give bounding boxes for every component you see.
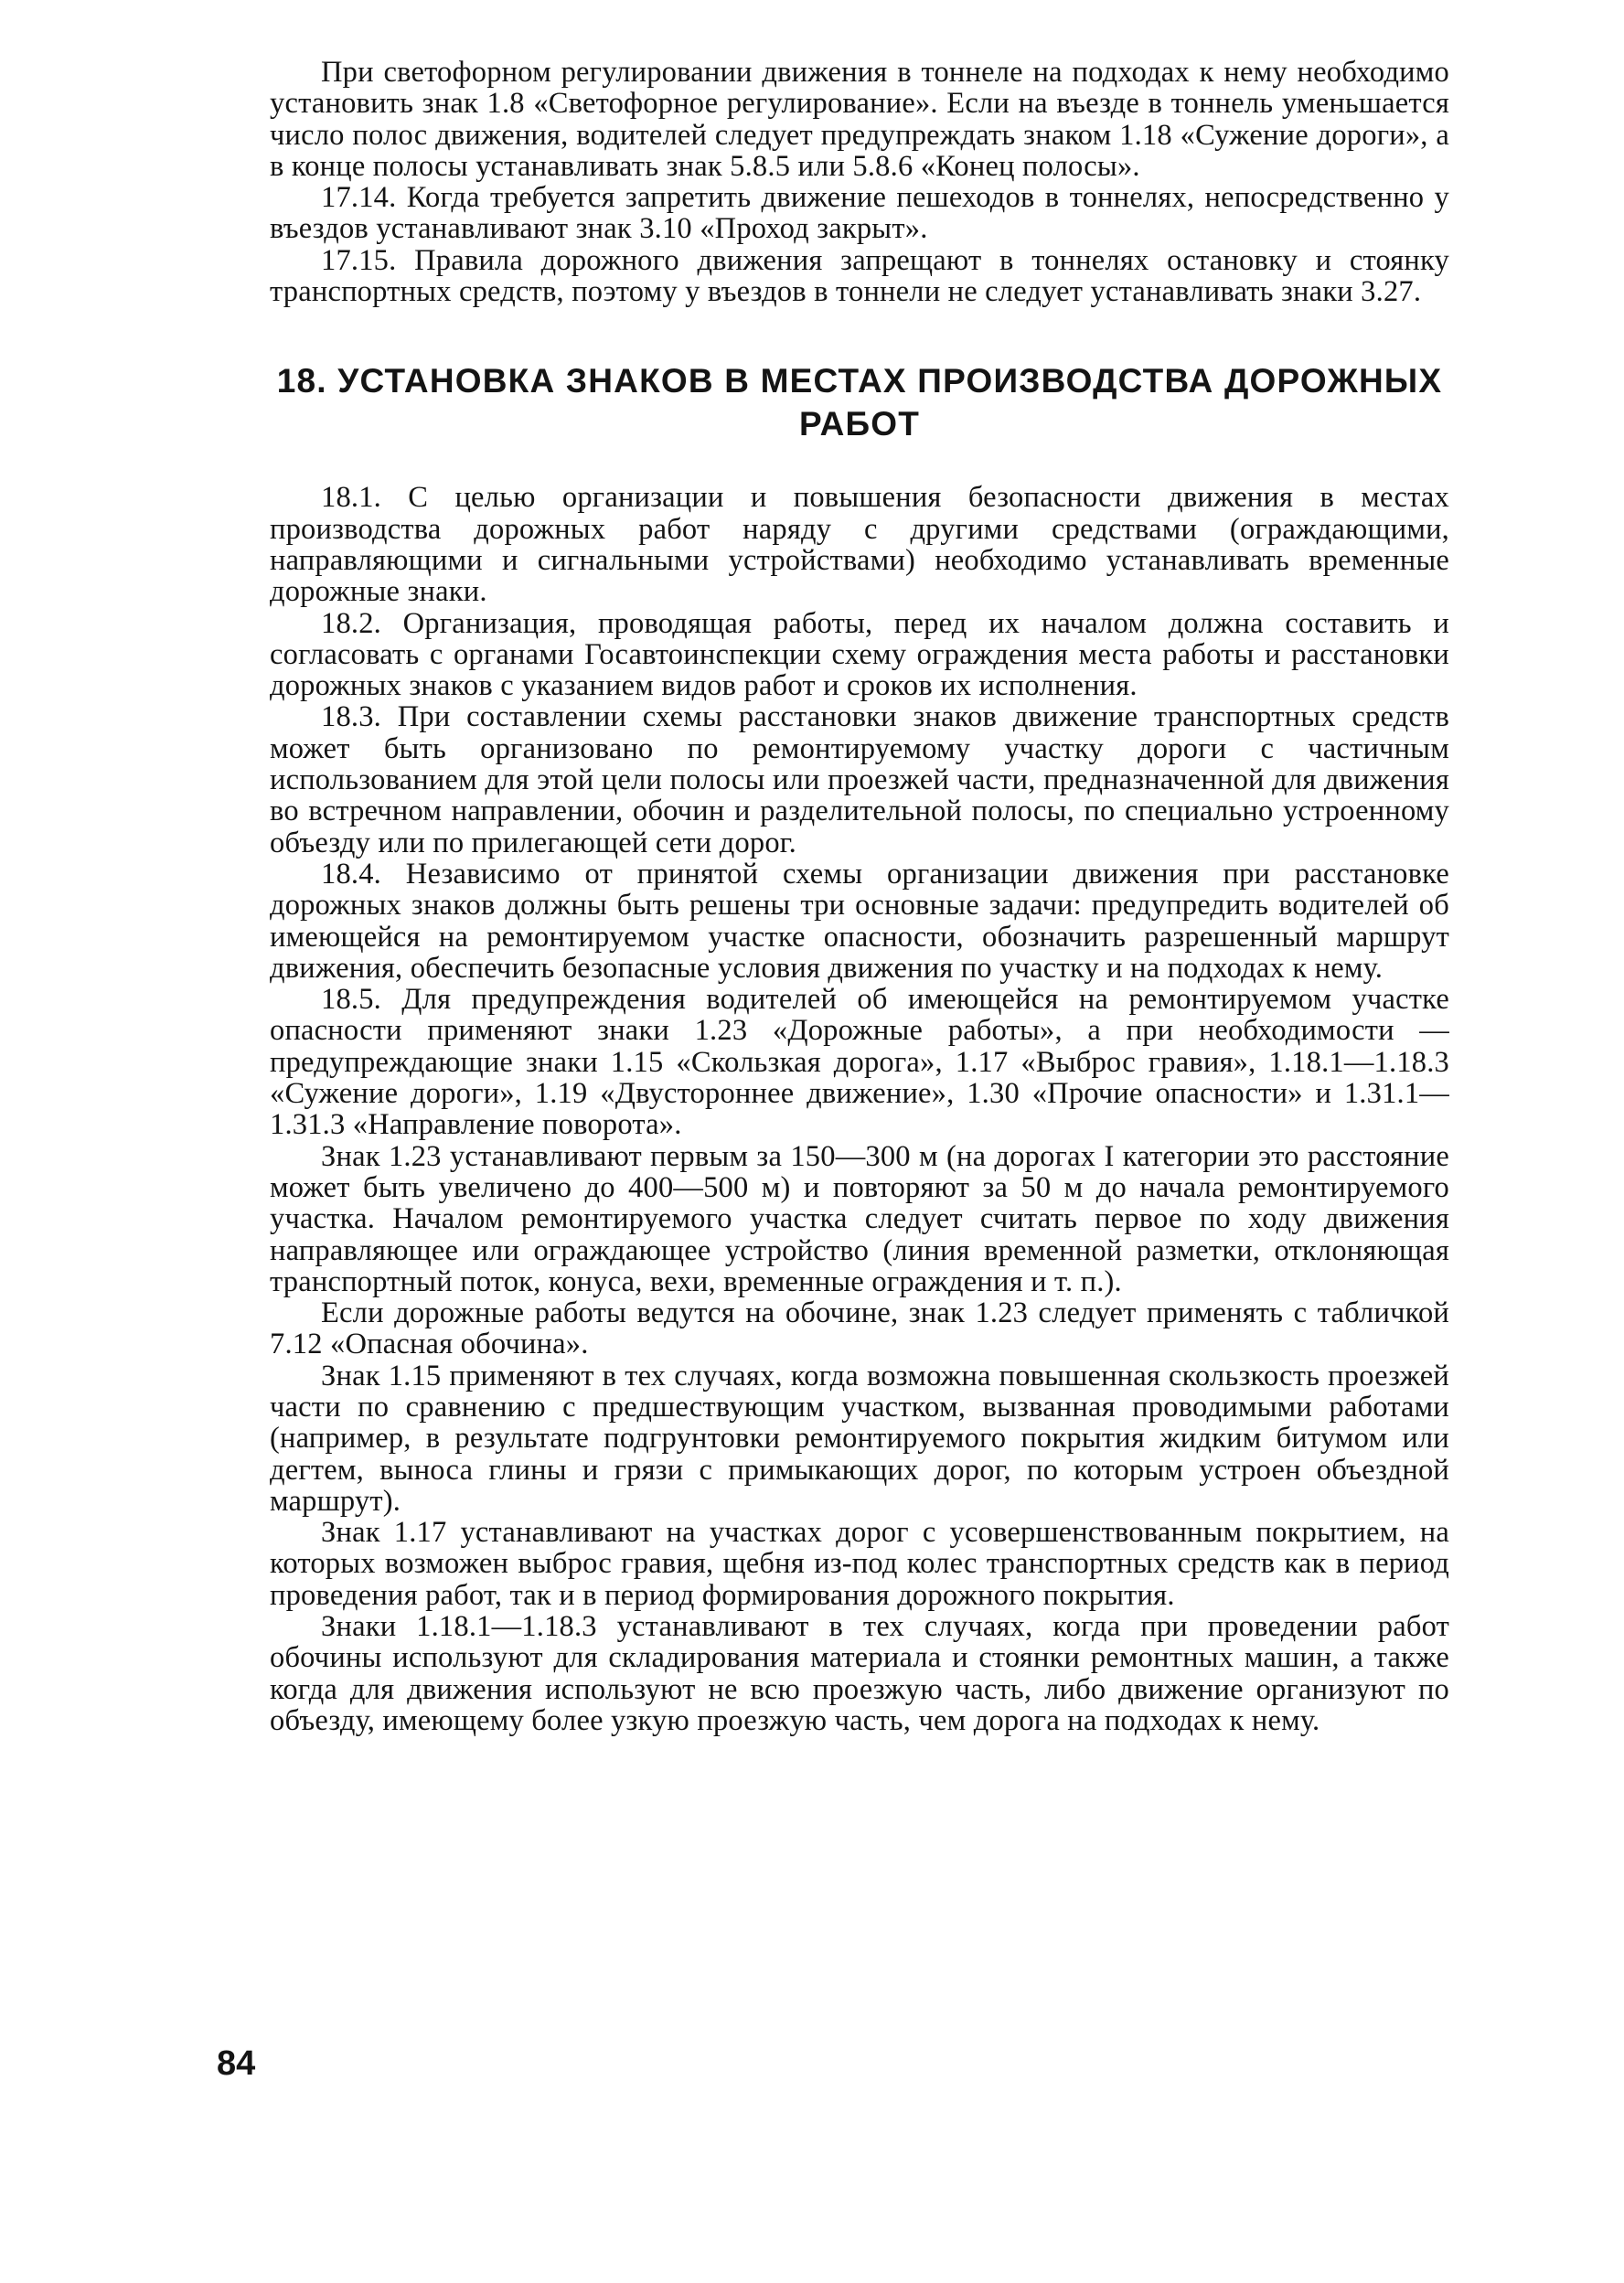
paragraph-18-3: 18.3. При составлении схемы расстановки знаков движение транспортных средств может быть организовано по ремонтируемому участку дороги с частичным использованием для этой цели полосы или проезжей части, предназначенной для движения во встречном направлении, обочин и разделительной полосы, по специально устроенному объезду или по прилегающей сети дорог. (270, 700, 1449, 859)
paragraph-shoulder-works: Если дорожные работы ведутся на обочине, знак 1.23 следует применять с табличкой 7.12 «Опасная обочина». (270, 1296, 1449, 1361)
section-heading (270, 359, 1449, 445)
paragraph-signs-1-18: Знаки 1.18.1—1.18.3 устанавливают в тех случаях, когда при проведении работ обочины используют для складирования материала и стоянки ремонтных машин, а также когда для движения используют не всю проезжую часть, либо движение организуют по объезду, имеющему более узкую проезжую часть, чем дорога на подходах к нему. (270, 1610, 1449, 1737)
paragraph-18-4: 18.4. Независимо от принятой схемы организации движения при расстановке дорожных знаков должны быть решены три основные задачи: предупредить водителей об имеющейся на ремонтируемом участке опасности, обозначить разрешенный маршрут движения, обеспечить безопасные условия движения по участку и на подходах к нему. (270, 857, 1449, 985)
paragraph-18-1: 18.1. С целью организации и повышения безопасности движения в местах производства дорожных работ наряду с другими средствами (ограждающими, направляющими и сигнальными устройствами) необходимо устанавливать временные дорожные знаки. (270, 481, 1449, 609)
paragraph-sign-1-23: Знак 1.23 устанавливают первым за 150—300 м (на дорогах I категории это расстояние может быть увеличено до 400—500 м) и повторяют за 50 м до начала ремонтируемого участка. Началом ремонтируемого участка следует считать первое по ходу движения направляющее или ограждающее устройство (линия временной разметки, отклоняющая транспортный поток, конуса, вехи, временные ограждения и т. п.). (270, 1139, 1449, 1298)
section-heading-line-1: 18. УСТАНОВКА ЗНАКОВ В МЕСТАХ ПРОИЗВОДСТВА ДОРОЖНЫХ (276, 362, 1443, 400)
paragraph-18-2: 18.2. Организация, проводящая работы, перед их началом должна составить и согласовать с органами Госавтоинспекции схему ограждения места работы и расстановки дорожных знаков с указанием видов работ и сроков их исполнения. (270, 606, 1449, 703)
paragraph-18-5: 18.5. Для предупреждения водителей об имеющейся на ремонтируемом участке опасности применяют знаки 1.23 «Дорожные работы», а при необходимости — предупреждающие знаки 1.15 «Скользкая дорога», 1.17 «Выброс гравия», 1.18.1—1.18.3 «Сужение дороги», 1.19 «Двустороннее движение», 1.30 «Прочие опасности» и 1.31.1—1.31.3 «Направление поворота». (270, 983, 1449, 1142)
paragraph-17-15: 17.15. Правила дорожного движения запрещают в тоннелях остановку и стоянку транспортных средств, поэтому у въездов в тоннели не следует устанавливать знаки 3.27. (270, 243, 1449, 309)
document-page (270, 57, 1449, 1736)
paragraph-sign-1-17: Знак 1.17 устанавливают на участках дорог с усовершенствованным покрытием, на которых возможен выброс гравия, щебня из-под колес транспортных средств как в период проведения работ, так и в период формирования дорожного покрытия. (270, 1516, 1449, 1612)
paragraph-tunnel-signals: При светофорном регулировании движения в тоннеле на подходах к нему необходимо установить знак 1.8 «Светофорное регулирование». Если на въезде в тоннель уменьшается число полос движения, водителей следует предупреждать знаком 1.18 «Сужение дороги», а в конце полосы устанавливать знак 5.8.5 или 5.8.6 «Конец полосы». (270, 56, 1449, 183)
section-heading-line-2: РАБОТ (798, 405, 921, 443)
page-number: 84 (217, 2044, 256, 2083)
paragraph-sign-1-15: Знак 1.15 применяют в тех случаях, когда возможна повышенная скользкость проезжей части по сравнению с предшествующим участком, вызванная проводимыми работами (например, в результате подгрунтовки ремонтируемого покрытия жидким битумом или дегтем, выноса глины и грязи с примыкающих дорог, по которым устроен объездной маршрут). (270, 1359, 1449, 1518)
paragraph-17-14: 17.14. Когда требуется запретить движение пешеходов в тоннелях, непосредственно у въездов устанавливают знак 3.10 «Проход закрыт». (270, 181, 1449, 246)
